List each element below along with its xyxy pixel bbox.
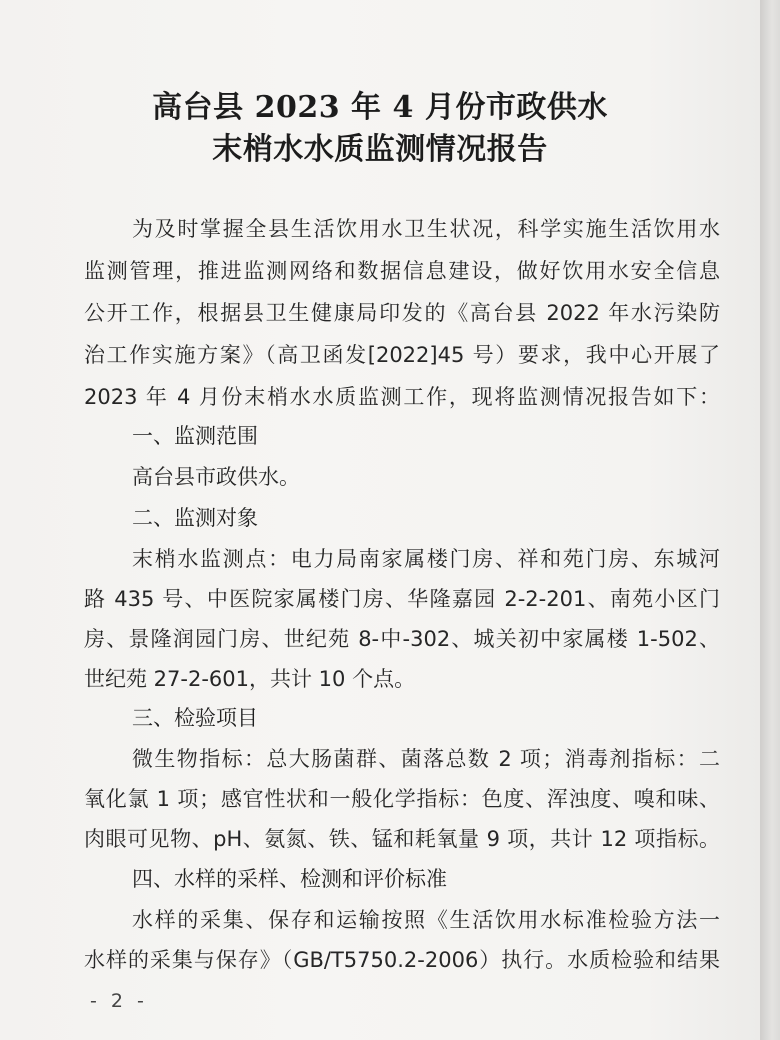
section-heading-scope: 一、监测范围 bbox=[132, 424, 258, 448]
intro-line-3: 公开工作，根据县卫生健康局印发的《高台县 2022 年水污染防 bbox=[84, 301, 720, 325]
objects-line-4: 世纪苑 27-2-601，共计 10 个点。 bbox=[84, 667, 416, 691]
report-title-line-2: 末梢水水质监测情况报告 bbox=[212, 132, 548, 167]
items-line-1: 微生物指标：总大肠菌群、菌落总数 2 项；消毒剂指标：二 bbox=[132, 747, 720, 771]
intro-line-1: 为及时掌握全县生活饮用水卫生状况，科学实施生活饮用水 bbox=[132, 217, 720, 241]
report-title-line-1: 高台县 2023 年 4 月份市政供水 bbox=[152, 90, 608, 125]
section-heading-items: 三、检验项目 bbox=[132, 706, 258, 730]
objects-line-2: 路 435 号、中医院家属楼门房、华隆嘉园 2-2-201、南苑小区门 bbox=[84, 587, 720, 611]
items-line-3: 肉眼可见物、pH、氨氮、铁、锰和耗氧量 9 项，共计 12 项指标。 bbox=[84, 827, 720, 851]
objects-line-3: 房、景隆润园门房、世纪苑 8-中-302、城关初中家属楼 1-502、 bbox=[84, 627, 720, 651]
items-line-2: 氧化氯 1 项；感官性状和一般化学指标：色度、浑浊度、嗅和味、 bbox=[84, 787, 720, 811]
intro-line-2: 监测管理，推进监测网络和数据信息建设，做好饮用水安全信息 bbox=[84, 259, 720, 283]
scope-line-1: 高台县市政供水。 bbox=[132, 465, 300, 489]
section-heading-sampling: 四、水样的采样、检测和评价标准 bbox=[132, 867, 447, 891]
page-edge bbox=[760, 0, 780, 1040]
objects-line-1: 末梢水监测点：电力局南家属楼门房、祥和苑门房、东城河 bbox=[132, 547, 720, 571]
page-number: - 2 - bbox=[90, 990, 148, 1012]
section-heading-objects: 二、监测对象 bbox=[132, 506, 258, 530]
sampling-line-2: 水样的采集与保存》（GB/T5750.2-2006）执行。水质检验和结果 bbox=[84, 948, 720, 972]
intro-line-5: 2023 年 4 月份末梢水水质监测工作，现将监测情况报告如下： bbox=[84, 385, 720, 409]
sampling-line-1: 水样的采集、保存和运输按照《生活饮用水标准检验方法一 bbox=[132, 908, 720, 932]
intro-line-4: 治工作实施方案》（高卫函发[2022]45 号）要求，我中心开展了 bbox=[84, 343, 720, 367]
